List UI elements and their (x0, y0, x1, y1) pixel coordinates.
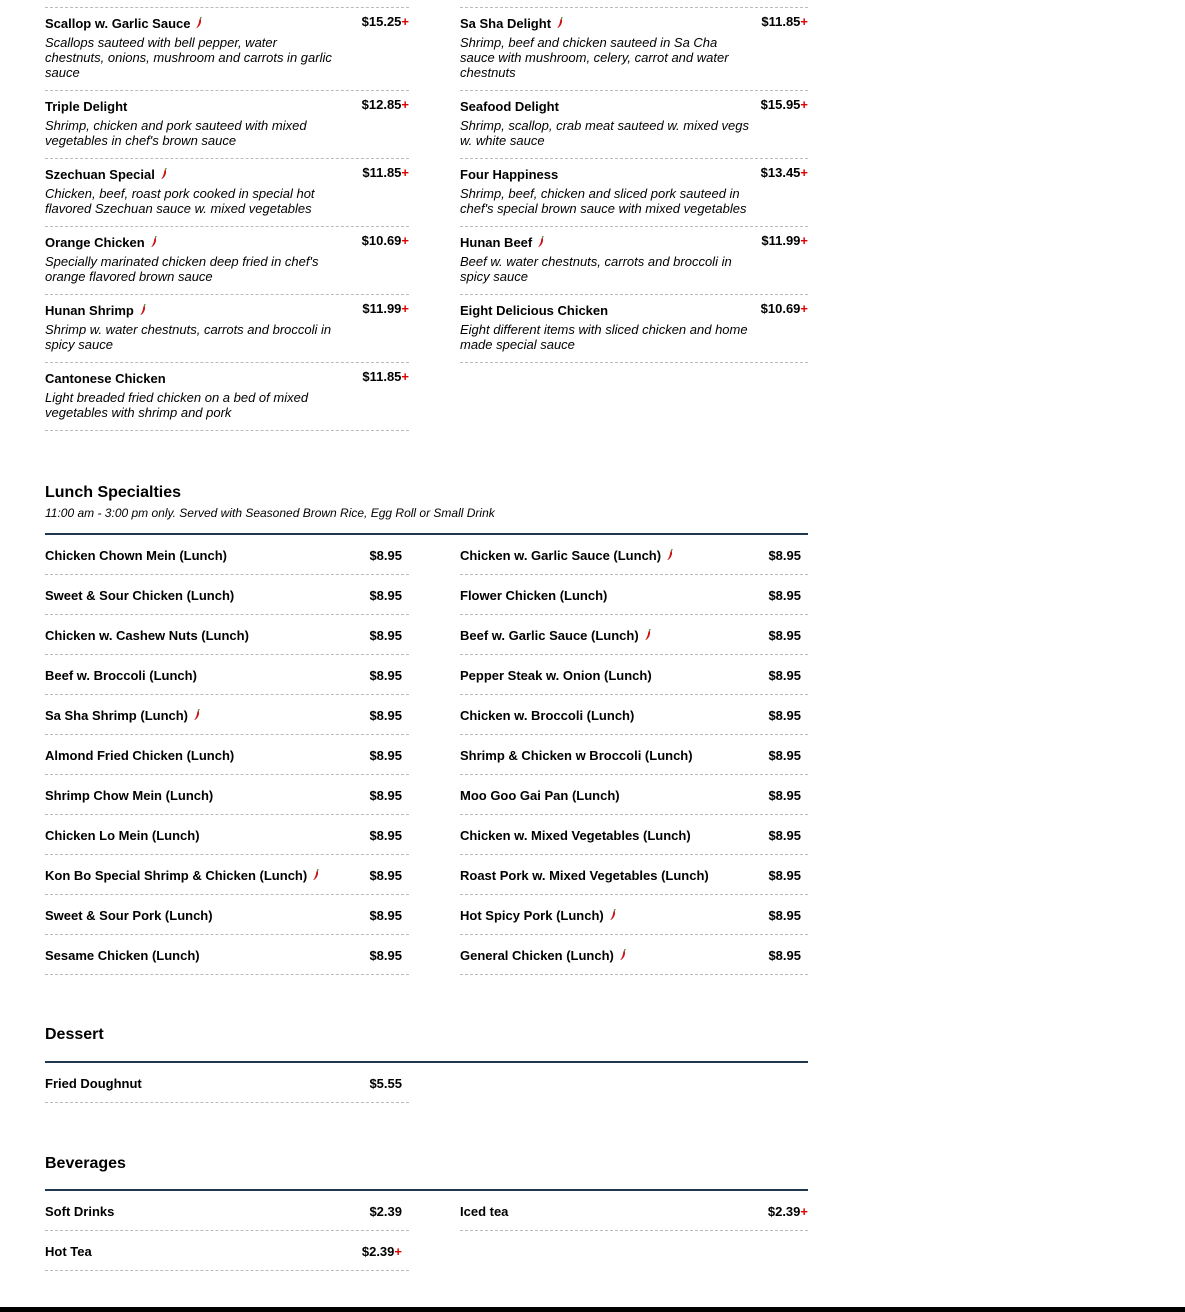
item-text (460, 227, 750, 294)
item-name-text: Sa Sha Shrimp (Lunch) (45, 708, 189, 723)
price-value: $8.95 (369, 668, 402, 683)
item-text (45, 363, 335, 430)
chef-specials-grid (45, 0, 808, 431)
item-price (768, 788, 801, 803)
item-name (460, 548, 675, 563)
menu-item[interactable] (45, 735, 409, 775)
item-name (460, 235, 750, 251)
item-name-text: Moo Goo Gai Pan (Lunch) (460, 788, 620, 803)
item-price (761, 14, 808, 90)
item-price (369, 868, 402, 883)
item-name-text: Chicken w. Cashew Nuts (Lunch) (45, 628, 249, 643)
item-name (45, 748, 234, 763)
price-value: $8.95 (369, 588, 402, 603)
menu-item[interactable] (45, 575, 409, 615)
price-value: $8.95 (369, 628, 402, 643)
price-value: $8.95 (768, 948, 801, 963)
item-name (45, 948, 200, 963)
menu-item[interactable] (45, 363, 409, 431)
menu-item[interactable] (45, 8, 409, 91)
item-description: Shrimp w. water chestnuts, carrots and broccoli in spicy sauce (45, 322, 332, 352)
price-value: $13.45 (760, 165, 801, 180)
section-title: Dessert (45, 1026, 104, 1043)
menu-item[interactable] (460, 535, 808, 575)
options-plus-indicator: + (394, 1244, 402, 1259)
price-value: $5.55 (369, 1076, 402, 1091)
options-plus-indicator: + (800, 1204, 808, 1219)
price-value: $2.39 (767, 1204, 801, 1219)
item-price (761, 165, 808, 226)
chili-pepper-icon (618, 949, 628, 961)
menu-item[interactable] (45, 91, 409, 159)
item-name-text: Szechuan Special (45, 167, 155, 182)
menu-item[interactable] (460, 159, 808, 227)
options-plus-indicator: + (401, 301, 409, 316)
item-description: Shrimp, beef and chicken sauteed in Sa Cha sauce with mushroom, celery, carrot and water chestnuts (460, 35, 729, 80)
item-name (460, 167, 750, 183)
chili-pepper-icon (643, 629, 653, 641)
item-price (761, 233, 808, 294)
item-price (369, 748, 402, 763)
item-name (460, 668, 652, 683)
item-price (768, 828, 801, 843)
options-plus-indicator: + (800, 14, 808, 29)
price-value: $8.95 (369, 788, 402, 803)
menu-item[interactable] (45, 159, 409, 227)
price-value: $2.39 (361, 1244, 395, 1259)
beverages-column-left (45, 1191, 409, 1271)
item-name (45, 371, 335, 387)
item-name (45, 548, 227, 563)
item-text (460, 8, 750, 90)
item-name (460, 788, 620, 803)
price-value: $11.85 (362, 165, 402, 180)
item-name (45, 99, 335, 115)
footer-bar (0, 1307, 1185, 1312)
item-name-text: Sa Sha Delight (460, 16, 552, 31)
menu-item[interactable] (45, 655, 409, 695)
item-description: Shrimp, scallop, crab meat sauteed w. mixed vegs w. white sauce (460, 118, 750, 148)
item-name-text: Chicken w. Garlic Sauce (Lunch) (460, 548, 662, 563)
item-price (362, 369, 409, 430)
price-value: $11.99 (761, 233, 801, 248)
price-value: $8.95 (768, 628, 801, 643)
item-name (45, 868, 321, 883)
item-name-text: Hunan Shrimp (45, 303, 134, 318)
specials-column-right (460, 7, 808, 431)
item-price (369, 1204, 402, 1219)
price-value: $11.99 (362, 301, 402, 316)
item-price (768, 1204, 808, 1219)
item-description: Beef w. water chestnuts, carrots and broccoli in spicy sauce (460, 254, 732, 284)
item-name-text: Pepper Steak w. Onion (Lunch) (460, 668, 652, 683)
item-price (369, 908, 402, 923)
item-description: Light breaded fried chicken on a bed of mixed vegetables with shrimp and pork (45, 390, 309, 420)
item-name-text: Shrimp & Chicken w Broccoli (Lunch) (460, 748, 693, 763)
price-value: $10.69 (760, 301, 801, 316)
menu-item[interactable] (45, 227, 409, 295)
price-value: $8.95 (369, 748, 402, 763)
item-name-text: Hunan Beef (460, 235, 533, 250)
item-text (460, 295, 750, 362)
item-price (768, 748, 801, 763)
item-price (369, 708, 402, 723)
item-name (460, 628, 653, 643)
item-name-text: Chicken w. Mixed Vegetables (Lunch) (460, 828, 691, 843)
item-name-text: Triple Delight (45, 99, 128, 114)
item-price (362, 165, 409, 226)
chili-pepper-icon (665, 549, 675, 561)
menu-page (45, 0, 808, 1271)
item-name (460, 948, 628, 963)
chili-pepper-icon (311, 869, 321, 881)
menu-item[interactable] (460, 575, 808, 615)
options-plus-indicator: + (401, 97, 409, 112)
item-name (45, 628, 249, 643)
chili-pepper-icon (149, 236, 159, 248)
item-name-text: Beef w. Garlic Sauce (Lunch) (460, 628, 639, 643)
item-name-text: Sweet & Sour Pork (Lunch) (45, 908, 213, 923)
menu-item[interactable] (460, 895, 808, 935)
menu-item[interactable] (45, 935, 409, 975)
menu-item[interactable] (45, 1191, 409, 1231)
item-description: Shrimp, beef, chicken and sliced pork sauteed in chef's special brown sauce with mixed vegetables (460, 186, 747, 216)
item-name (45, 1076, 142, 1091)
section-title: Lunch Specialties (45, 484, 182, 501)
options-plus-indicator: + (401, 165, 409, 180)
item-name (460, 16, 750, 32)
item-name (460, 868, 709, 883)
beverages-column-right (460, 1191, 808, 1271)
item-name (45, 788, 213, 803)
menu-item[interactable] (45, 695, 409, 735)
item-price (369, 828, 402, 843)
item-price (768, 588, 801, 603)
item-price (369, 668, 402, 683)
menu-item[interactable] (460, 775, 808, 815)
chili-pepper-icon (608, 909, 618, 921)
options-plus-indicator: + (401, 14, 409, 29)
item-name (45, 1204, 114, 1219)
price-value: $8.95 (768, 908, 801, 923)
item-price (362, 14, 409, 90)
item-price (369, 588, 402, 603)
item-name-text: Fried Doughnut (45, 1076, 142, 1091)
price-value: $11.85 (761, 14, 801, 29)
price-value: $8.95 (369, 828, 402, 843)
item-name-text: Orange Chicken (45, 235, 145, 250)
menu-item[interactable] (460, 1191, 808, 1231)
item-text (45, 159, 335, 226)
item-text (45, 91, 335, 158)
item-price (362, 233, 409, 294)
chili-pepper-icon (192, 709, 202, 721)
item-price (768, 948, 801, 963)
price-value: $15.25 (361, 14, 402, 29)
options-plus-indicator: + (800, 165, 808, 180)
menu-item[interactable] (45, 815, 409, 855)
item-name (45, 588, 234, 603)
menu-item[interactable] (460, 227, 808, 295)
price-value: $12.85 (361, 97, 402, 112)
item-name (460, 828, 691, 843)
price-value: $15.95 (760, 97, 801, 112)
section-subtitle: 11:00 am - 3:00 pm only. Served with Seasoned Brown Rice, Egg Roll or Small Drink (45, 506, 495, 520)
item-price (369, 628, 402, 643)
specials-column-left (45, 7, 409, 431)
item-name (45, 828, 200, 843)
chili-pepper-icon (536, 236, 546, 248)
price-value: $8.95 (369, 948, 402, 963)
item-text (460, 159, 750, 226)
item-name (460, 748, 693, 763)
section-title: Beverages (45, 1155, 126, 1172)
item-name (460, 303, 750, 319)
item-text (460, 91, 750, 158)
item-name (45, 708, 202, 723)
item-name-text: Seafood Delight (460, 99, 559, 114)
item-price (768, 908, 801, 923)
item-description: Scallops sauteed with bell pepper, water chestnuts, onions, mushroom and carrots in garlic sauce (45, 35, 332, 80)
item-price (362, 301, 409, 362)
lunch-column-left (45, 535, 409, 975)
options-plus-indicator: + (401, 233, 409, 248)
item-description: Specially marinated chicken deep fried in chef's orange flavored brown sauce (45, 254, 319, 284)
menu-item[interactable] (45, 615, 409, 655)
menu-item[interactable] (460, 935, 808, 975)
item-price (761, 301, 808, 362)
price-value: $8.95 (768, 788, 801, 803)
price-value: $8.95 (369, 868, 402, 883)
options-plus-indicator: + (800, 233, 808, 248)
item-name-text: Almond Fried Chicken (Lunch) (45, 748, 235, 763)
menu-item[interactable] (460, 615, 808, 655)
menu-item[interactable] (45, 855, 409, 895)
menu-item[interactable] (45, 295, 409, 363)
price-value: $8.95 (768, 708, 801, 723)
item-name (45, 235, 335, 251)
price-value: $8.95 (369, 548, 402, 563)
chili-pepper-icon (138, 304, 148, 316)
item-name-text: Scallop w. Garlic Sauce (45, 16, 191, 31)
item-name-text: Chicken Chown Mein (Lunch) (45, 548, 227, 563)
item-text (45, 227, 335, 294)
item-name-text: Shrimp Chow Mein (Lunch) (45, 788, 214, 803)
item-name-text: Roast Pork w. Mixed Vegetables (Lunch) (460, 868, 709, 883)
item-name (45, 668, 197, 683)
options-plus-indicator: + (800, 97, 808, 112)
options-plus-indicator: + (800, 301, 808, 316)
price-value: $8.95 (369, 708, 402, 723)
price-value: $8.95 (768, 668, 801, 683)
price-value: $2.39 (369, 1204, 402, 1219)
menu-item[interactable] (45, 775, 409, 815)
item-price (369, 788, 402, 803)
item-name-text: Hot Spicy Pork (Lunch) (460, 908, 604, 923)
item-name (45, 16, 335, 32)
menu-item[interactable] (45, 1231, 409, 1271)
menu-item[interactable] (45, 1063, 409, 1103)
item-price (362, 97, 409, 158)
item-price (768, 628, 801, 643)
item-name (45, 303, 335, 319)
item-name-text: Hot Tea (45, 1244, 92, 1259)
item-name-text: Sesame Chicken (Lunch) (45, 948, 200, 963)
item-name-text: Flower Chicken (Lunch) (460, 588, 608, 603)
item-description: Eight different items with sliced chicken and home made special sauce (460, 322, 748, 352)
price-value: $8.95 (369, 908, 402, 923)
price-value: $11.85 (362, 369, 402, 384)
item-price (362, 1244, 402, 1259)
item-name (460, 1204, 508, 1219)
price-value: $8.95 (768, 588, 801, 603)
price-value: $8.95 (768, 748, 801, 763)
menu-item[interactable] (460, 91, 808, 159)
menu-item[interactable] (45, 895, 409, 935)
item-name (460, 588, 607, 603)
item-description: Chicken, beef, roast pork cooked in special hot flavored Szechuan sauce w. mixed vegetables (45, 186, 315, 216)
item-name-text: Iced tea (460, 1204, 509, 1219)
price-value: $8.95 (768, 548, 801, 563)
item-name (45, 1244, 92, 1259)
menu-item[interactable] (45, 535, 409, 575)
menu-item[interactable] (460, 295, 808, 363)
chili-pepper-icon (555, 17, 565, 29)
beverages-section (45, 1155, 808, 1271)
item-price (768, 668, 801, 683)
menu-item[interactable] (460, 815, 808, 855)
menu-item[interactable] (460, 695, 808, 735)
item-text (45, 295, 335, 362)
item-price (369, 948, 402, 963)
dessert-section (45, 1026, 808, 1103)
dessert-column-left (45, 1063, 409, 1103)
item-name (45, 908, 213, 923)
menu-item[interactable] (460, 655, 808, 695)
item-price (768, 708, 801, 723)
item-name-text: Chicken Lo Mein (Lunch) (45, 828, 200, 843)
menu-item[interactable] (460, 855, 808, 895)
item-name-text: General Chicken (Lunch) (460, 948, 614, 963)
item-name (460, 99, 750, 115)
lunch-section (45, 484, 808, 975)
item-text (45, 8, 335, 90)
item-name (45, 167, 335, 183)
menu-item[interactable] (460, 8, 808, 91)
price-value: $8.95 (768, 828, 801, 843)
options-plus-indicator: + (401, 369, 409, 384)
dessert-column-right (460, 1063, 808, 1103)
item-name-text: Beef w. Broccoli (Lunch) (45, 668, 197, 683)
item-name-text: Kon Bo Special Shrimp & Chicken (Lunch) (45, 868, 308, 883)
item-price (369, 548, 402, 563)
item-name-text: Four Happiness (460, 167, 559, 182)
item-price (761, 97, 808, 158)
lunch-column-right (460, 535, 808, 975)
item-price (768, 868, 801, 883)
item-description: Shrimp, chicken and pork sauteed with mixed vegetables in chef's brown sauce (45, 118, 307, 148)
price-value: $10.69 (361, 233, 402, 248)
item-name (460, 708, 634, 723)
item-name-text: Sweet & Sour Chicken (Lunch) (45, 588, 235, 603)
chili-pepper-icon (194, 17, 204, 29)
price-value: $8.95 (768, 868, 801, 883)
item-name-text: Cantonese Chicken (45, 371, 166, 386)
item-name-text: Eight Delicious Chicken (460, 303, 609, 318)
item-name (460, 908, 618, 923)
menu-item[interactable] (460, 735, 808, 775)
item-price (369, 1076, 402, 1091)
item-name-text: Soft Drinks (45, 1204, 115, 1219)
item-name-text: Chicken w. Broccoli (Lunch) (460, 708, 635, 723)
chili-pepper-icon (159, 168, 169, 180)
item-price (768, 548, 801, 563)
